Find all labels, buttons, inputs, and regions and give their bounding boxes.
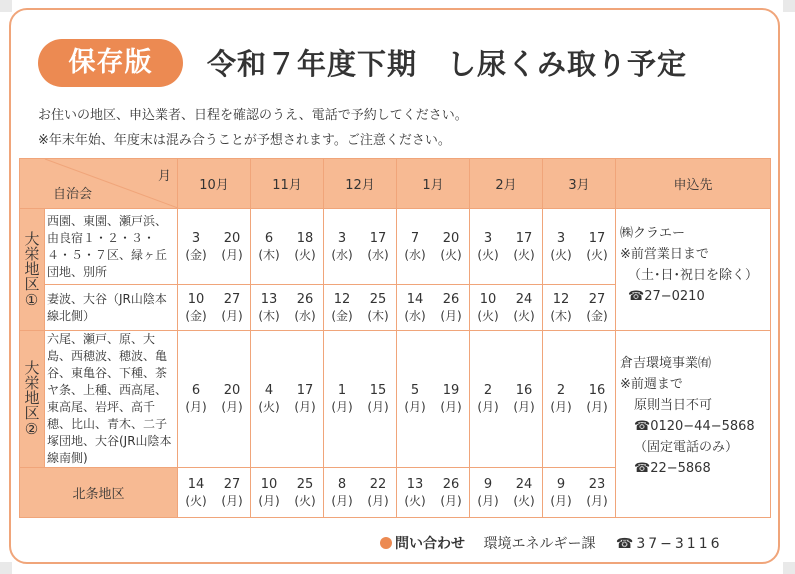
pickup-weekday: (金)	[331, 308, 353, 323]
pickup-day-number: 26	[442, 476, 460, 492]
pickup-weekday: (水)	[404, 247, 426, 262]
pickup-date	[404, 291, 425, 325]
pickup-weekday: (月)	[294, 400, 316, 414]
pickup-day-number: 10	[187, 291, 205, 307]
pickup-weekday: (木)	[550, 308, 572, 323]
pickup-day-number: 17	[588, 230, 606, 246]
area-cell: 北条地区	[20, 468, 178, 518]
pickup-weekday: (月)	[367, 400, 389, 414]
pickup-date	[586, 230, 607, 264]
pickup-date	[221, 291, 242, 325]
pickup-day-number: 6	[191, 383, 201, 398]
inquiry-department: 環境エネルギー課	[483, 536, 596, 552]
pickup-date	[586, 382, 607, 416]
corner-association-label: 自治会	[53, 187, 93, 202]
pickup-date	[221, 382, 242, 416]
pickup-date	[550, 476, 571, 510]
month-header: 1月	[397, 159, 470, 209]
month-header: 2月	[470, 159, 543, 209]
area-cell: 六尾、瀬戸、原、大島、西穂波、穂波、亀谷、東亀谷、下種、茶ヤ条、上種、西高尾、東高尾、岩坪、高千穂、比山、青木、二子塚団地、大谷(JR山陰本線南側)	[45, 331, 178, 468]
pickup-date	[331, 291, 352, 325]
month-header: 10月	[178, 159, 251, 209]
save-badge: 保存版	[38, 39, 183, 87]
table-row	[20, 331, 771, 468]
pickup-date	[550, 291, 571, 325]
pickup-weekday: (金)	[185, 247, 207, 262]
date-cell	[178, 209, 251, 285]
pickup-weekday: (月)	[440, 493, 462, 508]
inquiry-label: 問い合わせ	[395, 536, 465, 552]
pickup-date	[513, 476, 534, 510]
pickup-weekday: (木)	[258, 247, 280, 262]
date-cell	[178, 331, 251, 468]
pickup-date	[440, 291, 461, 325]
pickup-day-number: 17	[296, 383, 314, 398]
pickup-weekday: (月)	[550, 493, 572, 508]
pickup-date	[513, 382, 534, 416]
pickup-date	[221, 230, 242, 264]
pickup-weekday: (月)	[440, 400, 462, 414]
pickup-date	[258, 230, 279, 264]
inquiry-phone: ☎37−3116	[615, 536, 723, 552]
pickup-date	[221, 476, 242, 510]
pickup-day-number: 9	[556, 476, 566, 492]
pickup-day-number: 20	[442, 230, 460, 246]
pickup-day-number: 14	[187, 476, 205, 492]
corner-mark	[783, 0, 795, 12]
pickup-date	[550, 230, 571, 264]
pickup-date	[586, 476, 607, 510]
pickup-date	[404, 382, 425, 416]
pickup-day-number: 14	[406, 291, 424, 307]
date-cell	[397, 468, 470, 518]
contact-note: 原則当日不可	[634, 398, 713, 413]
pickup-weekday: (火)	[513, 247, 535, 262]
pickup-weekday: (水)	[367, 247, 389, 262]
pickup-weekday: (月)	[440, 308, 462, 323]
pickup-weekday: (月)	[586, 400, 608, 414]
table-row	[20, 209, 771, 285]
contact-cell-1	[616, 209, 771, 331]
pickup-day-number: 12	[552, 291, 570, 307]
pickup-weekday: (木)	[367, 308, 389, 323]
footer-inquiry	[380, 533, 723, 553]
pickup-weekday: (月)	[331, 400, 353, 414]
pickup-date	[513, 291, 534, 325]
note-line-2: ※年末年始、年度末は混み合うことが予想されます。ご注意ください。	[38, 133, 451, 148]
pickup-date	[440, 476, 461, 510]
pickup-date	[440, 230, 461, 264]
pickup-weekday: (火)	[294, 493, 316, 508]
contact-note: ※前営業日まで	[620, 247, 709, 262]
date-cell	[251, 331, 324, 468]
month-header: 11月	[251, 159, 324, 209]
pickup-weekday: (月)	[221, 308, 243, 323]
pickup-day-number: 27	[223, 291, 241, 307]
pickup-weekday: (火)	[258, 400, 280, 414]
pickup-weekday: (火)	[550, 247, 572, 262]
pickup-date	[477, 291, 498, 325]
pickup-weekday: (月)	[404, 400, 426, 414]
contact-note: ※前週まで	[620, 377, 683, 392]
date-cell	[397, 285, 470, 331]
pickup-weekday: (月)	[258, 493, 280, 508]
pickup-weekday: (火)	[586, 247, 608, 262]
pickup-date	[367, 291, 388, 325]
pickup-day-number: 13	[406, 476, 424, 492]
pickup-day-number: 3	[556, 230, 566, 246]
pickup-weekday: (水)	[404, 308, 426, 323]
corner-mark	[783, 562, 795, 574]
pickup-day-number: 6	[264, 230, 274, 246]
pickup-weekday: (月)	[550, 400, 572, 414]
pickup-weekday: (金)	[185, 308, 207, 323]
pickup-date	[294, 382, 315, 416]
pickup-weekday: (木)	[258, 308, 280, 323]
corner-mark	[0, 562, 12, 574]
pickup-weekday: (水)	[331, 247, 353, 262]
header-corner	[20, 159, 178, 209]
date-cell	[543, 285, 616, 331]
pickup-day-number: 3	[337, 230, 347, 246]
pickup-date	[477, 382, 498, 416]
pickup-day-number: 27	[223, 476, 241, 492]
pickup-day-number: 5	[410, 383, 420, 398]
pickup-date	[331, 230, 352, 264]
date-cell	[397, 209, 470, 285]
contact-note: （固定電話のみ）	[634, 440, 739, 455]
date-cell	[397, 331, 470, 468]
date-cell	[178, 468, 251, 518]
collection-schedule-table	[19, 158, 771, 518]
pickup-date	[367, 230, 388, 264]
pickup-day-number: 17	[369, 230, 387, 246]
district-label-1: 大栄地区①	[20, 209, 45, 331]
date-cell	[470, 285, 543, 331]
contact-company: ㈱クラエー	[620, 226, 686, 241]
pickup-date	[258, 476, 279, 510]
pickup-weekday: (月)	[221, 400, 243, 414]
pickup-day-number: 1	[337, 383, 347, 398]
pickup-weekday: (月)	[586, 493, 608, 508]
pickup-day-number: 3	[191, 230, 201, 246]
pickup-weekday: (火)	[294, 247, 316, 262]
pickup-date	[185, 476, 206, 510]
diagonal-line	[20, 159, 178, 208]
date-cell	[251, 285, 324, 331]
month-header: 3月	[543, 159, 616, 209]
pickup-weekday: (月)	[367, 493, 389, 508]
contact-cell-2	[616, 331, 771, 518]
pickup-date	[294, 291, 315, 325]
pickup-weekday: (月)	[221, 247, 243, 262]
date-cell	[324, 209, 397, 285]
pickup-weekday: (火)	[477, 308, 499, 323]
pickup-date	[331, 382, 352, 416]
pickup-day-number: 18	[296, 230, 314, 246]
pickup-date	[477, 230, 498, 264]
area-cell: 西園、東園、瀬戸浜、由良宿１・２・３・４・５・７区、緑ヶ丘団地、別所	[45, 209, 178, 285]
pickup-date	[258, 291, 279, 325]
pickup-date	[185, 382, 206, 416]
pickup-date	[185, 291, 206, 325]
pickup-date	[294, 476, 315, 510]
pickup-weekday: (火)	[440, 247, 462, 262]
pickup-date	[185, 230, 206, 264]
pickup-day-number: 4	[264, 383, 274, 398]
pickup-day-number: 20	[223, 383, 241, 398]
contact-company: 倉吉環境事業㈲	[620, 356, 712, 371]
pickup-weekday: (火)	[477, 247, 499, 262]
pickup-date	[367, 382, 388, 416]
pickup-day-number: 25	[369, 291, 387, 307]
pickup-day-number: 2	[556, 383, 566, 398]
pickup-day-number: 13	[260, 291, 278, 307]
corner-month-label: 月	[157, 169, 171, 184]
pickup-day-number: 16	[588, 383, 606, 398]
date-cell	[470, 331, 543, 468]
pickup-weekday: (火)	[404, 493, 426, 508]
date-cell	[251, 209, 324, 285]
date-cell	[543, 468, 616, 518]
pickup-weekday: (水)	[294, 308, 316, 323]
pickup-weekday: (金)	[586, 308, 608, 323]
pickup-day-number: 10	[260, 476, 278, 492]
pickup-day-number: 15	[369, 383, 387, 398]
date-cell	[324, 285, 397, 331]
pickup-day-number: 26	[442, 291, 460, 307]
contact-phone: ☎0120−44−5868	[634, 419, 755, 434]
note-line-1: お住いの地区、申込業者、日程を確認のうえ、電話で予約してください。	[38, 108, 468, 123]
pickup-weekday: (月)	[477, 400, 499, 414]
pickup-day-number: 12	[333, 291, 351, 307]
pickup-day-number: 8	[337, 476, 347, 492]
pickup-weekday: (火)	[185, 493, 207, 508]
pickup-date	[550, 382, 571, 416]
pickup-weekday: (月)	[331, 493, 353, 508]
pickup-day-number: 19	[442, 383, 460, 398]
pickup-weekday: (月)	[477, 493, 499, 508]
date-cell	[470, 209, 543, 285]
pickup-day-number: 7	[410, 230, 420, 246]
contact-header: 申込先	[616, 159, 771, 209]
pickup-day-number: 10	[479, 291, 497, 307]
pickup-day-number: 3	[483, 230, 493, 246]
pickup-weekday: (月)	[185, 400, 207, 414]
date-cell	[324, 468, 397, 518]
pickup-day-number: 9	[483, 476, 493, 492]
date-cell	[178, 285, 251, 331]
pickup-date	[294, 230, 315, 264]
pickup-date	[440, 382, 461, 416]
pickup-day-number: 24	[515, 476, 533, 492]
date-cell	[251, 468, 324, 518]
corner-mark	[0, 0, 12, 12]
pickup-weekday: (月)	[513, 400, 535, 414]
bullet-icon	[380, 537, 392, 549]
pickup-weekday: (月)	[221, 493, 243, 508]
contact-phone: ☎27−0210	[628, 289, 705, 304]
month-header: 12月	[324, 159, 397, 209]
pickup-day-number: 26	[296, 291, 314, 307]
contact-note: （土･日･祝日を除く）	[628, 268, 759, 283]
pickup-day-number: 2	[483, 383, 493, 398]
pickup-date	[367, 476, 388, 510]
pickup-weekday: (火)	[513, 493, 535, 508]
pickup-day-number: 24	[515, 291, 533, 307]
contact-phone: ☎22−5868	[634, 461, 711, 476]
page-title: 令和７年度下期 し尿くみ取り予定	[207, 47, 688, 81]
pickup-day-number: 22	[369, 476, 387, 492]
date-cell	[470, 468, 543, 518]
pickup-day-number: 17	[515, 230, 533, 246]
pickup-day-number: 16	[515, 383, 533, 398]
date-cell	[324, 331, 397, 468]
pickup-weekday: (火)	[513, 308, 535, 323]
pickup-date	[331, 476, 352, 510]
pickup-day-number: 25	[296, 476, 314, 492]
pickup-date	[258, 382, 279, 416]
pickup-date	[404, 230, 425, 264]
pickup-day-number: 23	[588, 476, 606, 492]
date-cell	[543, 331, 616, 468]
pickup-day-number: 27	[588, 291, 606, 307]
pickup-date	[513, 230, 534, 264]
pickup-day-number: 20	[223, 230, 241, 246]
pickup-date	[586, 291, 607, 325]
pickup-date	[404, 476, 425, 510]
area-cell: 妻波、大谷（JR山陰本線北側）	[45, 285, 178, 331]
pickup-date	[477, 476, 498, 510]
district-label-2: 大栄地区②	[20, 331, 45, 468]
date-cell	[543, 209, 616, 285]
